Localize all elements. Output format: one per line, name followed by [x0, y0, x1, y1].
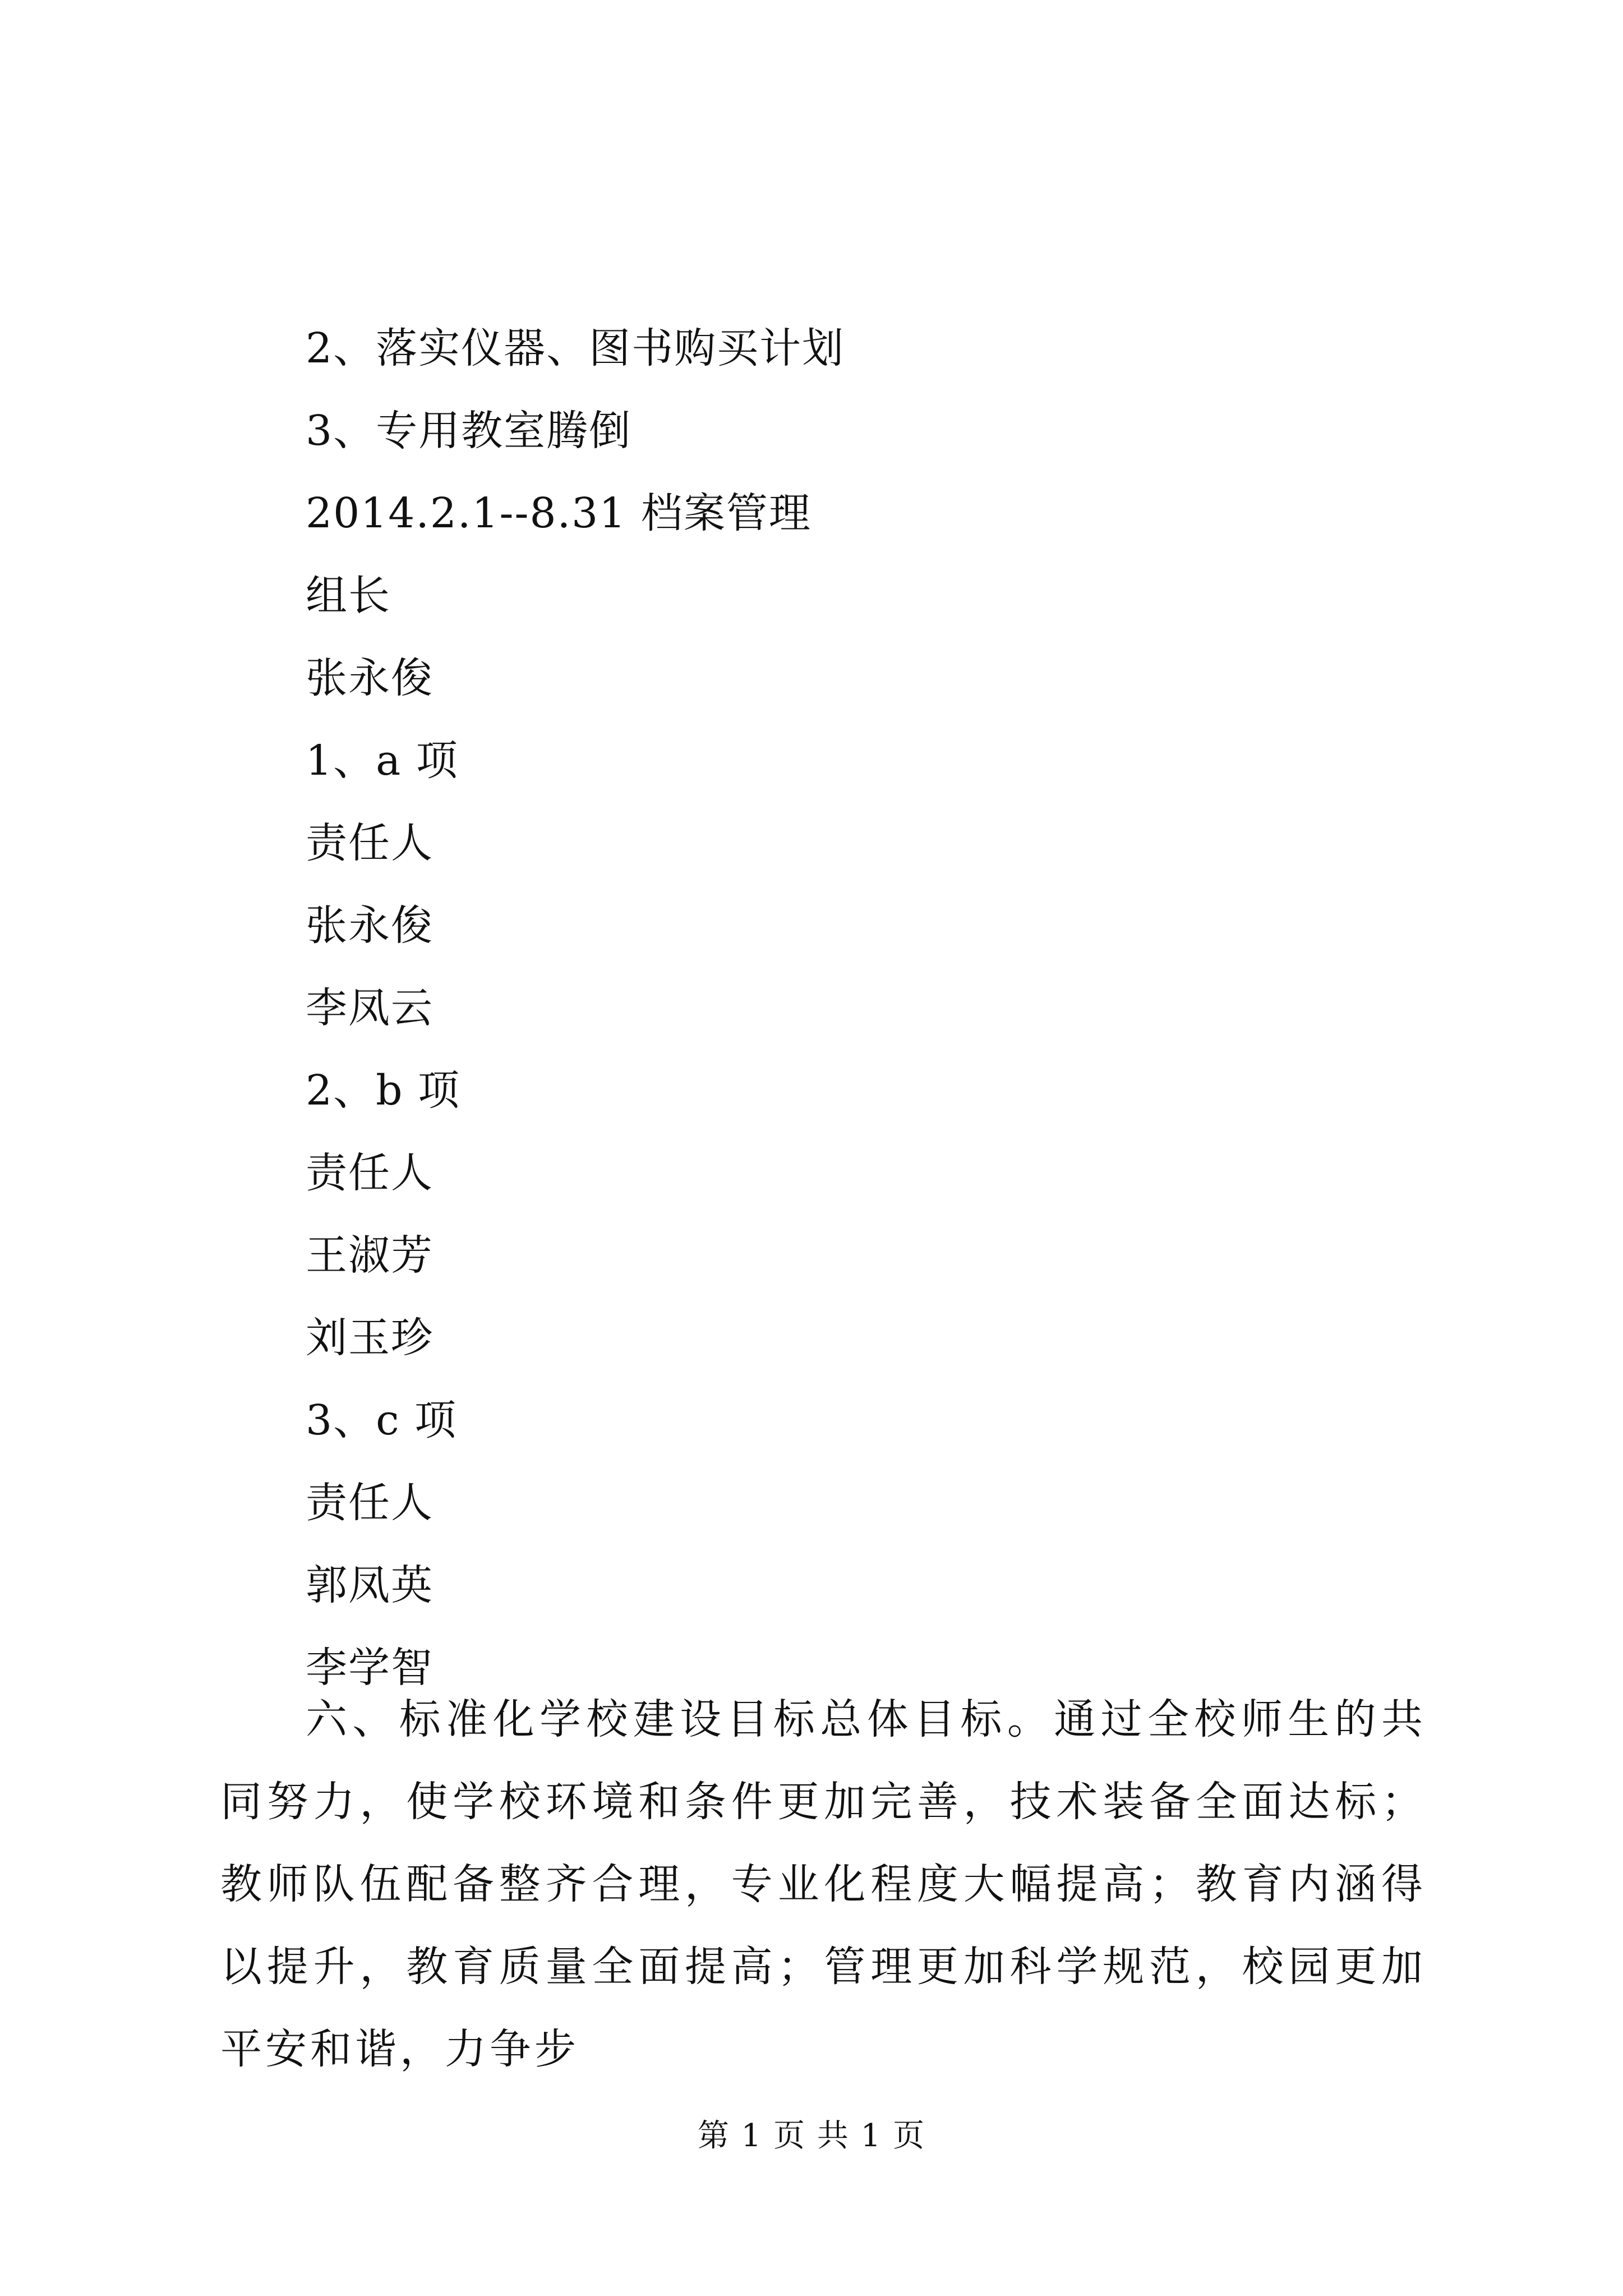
- line-item: 李凤云: [306, 984, 434, 1032]
- line-item: 责任人: [306, 1479, 434, 1527]
- line-item: 责任人: [306, 819, 434, 867]
- line-item: 张永俊: [306, 901, 434, 950]
- line-item: 责任人: [306, 1149, 434, 1197]
- body-paragraph: 六、标准化学校建设目标总体目标。通过全校师生的共同努力，使学校环境和条件更加完善，技术装备全面达标；教师队伍配备整齐合理，专业化程度大幅提高；教育内涵得以提升，教育质量全面提高；管理更加科学规范，校园更加平安和谐，力争步: [220, 1695, 1426, 2073]
- line-item: 3、专用教室腾倒: [306, 407, 632, 455]
- line-item: 2014.2.1--8.31 档案管理: [306, 489, 811, 537]
- line-item: 1、a 项: [306, 737, 459, 785]
- line-item: 王淑芳: [306, 1231, 434, 1280]
- page-footer: 第 1 页 共 1 页: [697, 2118, 926, 2154]
- line-item: 张永俊: [306, 654, 434, 702]
- line-item: 3、c 项: [306, 1396, 458, 1444]
- line-item: 刘玉珍: [306, 1314, 434, 1362]
- line-item: 郭凤英: [306, 1561, 434, 1609]
- line-item: 李学智: [306, 1644, 434, 1692]
- line-item: 组长: [306, 572, 391, 620]
- line-item: 2、落实仪器、图书购买计划: [306, 324, 845, 372]
- line-list: [306, 307, 1427, 1709]
- line-item: 2、b 项: [306, 1066, 460, 1115]
